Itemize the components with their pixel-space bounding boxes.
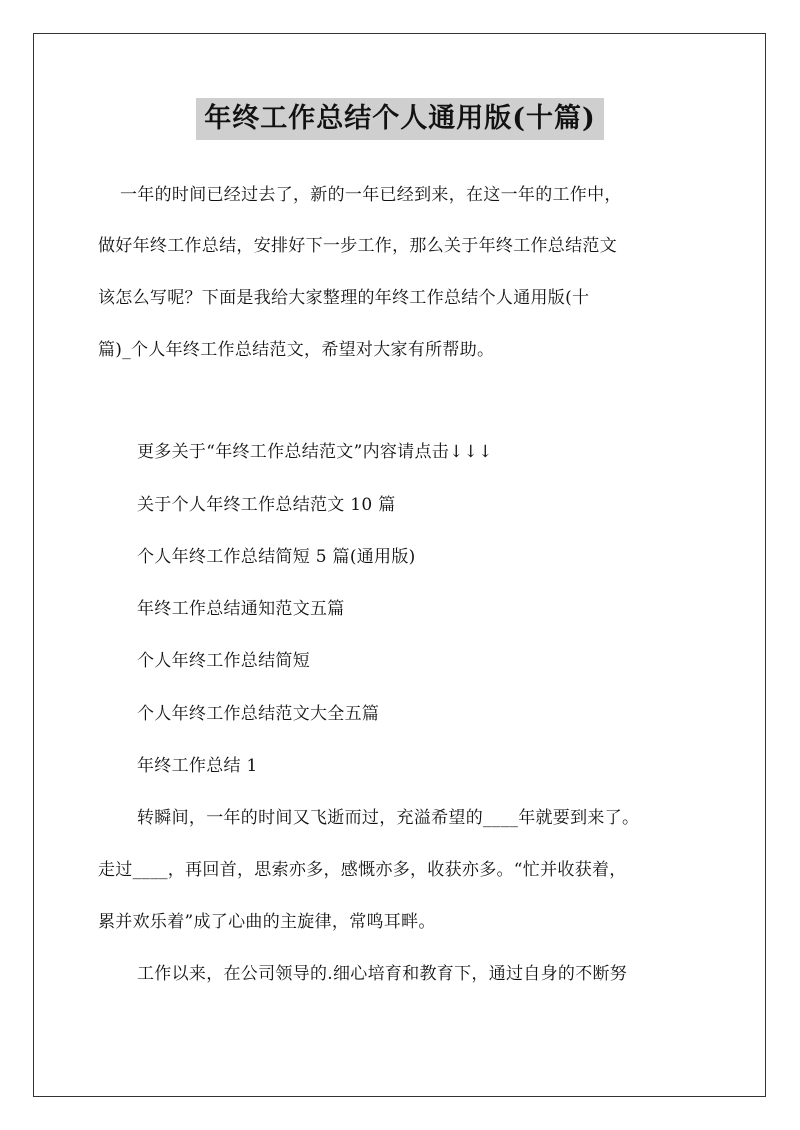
body-line: 工作以来，在公司领导的.细心培育和教育下，通过自身的不断努 (137, 964, 628, 984)
more-content-prompt: 更多关于“年终工作总结范文”内容请点击↓↓↓ (137, 442, 493, 462)
intro-line: 一年的时间已经过去了，新的一年已经到来，在这一年的工作中， (120, 185, 622, 205)
body-line: 转瞬间，一年的时间又飞逝而过，充溢希望的____年就要到来了。 (137, 808, 640, 828)
document-title: 年终工作总结个人通用版(十篇) (196, 98, 604, 140)
intro-line: 做好年终工作总结，安排好下一步工作，那么关于年终工作总结范文 (98, 236, 617, 256)
related-link[interactable]: 个人年终工作总结简短 5 篇(通用版) (137, 547, 416, 567)
related-link[interactable]: 年终工作总结通知范文五篇 (137, 599, 345, 619)
intro-line: 篇)_个人年终工作总结范文，希望对大家有所帮助。 (98, 340, 495, 360)
section-heading: 年终工作总结 1 (137, 756, 258, 776)
related-link[interactable]: 个人年终工作总结范文大全五篇 (137, 704, 380, 724)
intro-line: 该怎么写呢？下面是我给大家整理的年终工作总结个人通用版(十 (98, 288, 590, 308)
related-link[interactable]: 关于个人年终工作总结范文 10 篇 (137, 495, 396, 515)
body-line: 累并欢乐着”成了心曲的主旋律，常鸣耳畔。 (98, 912, 436, 932)
document-title-container (0, 98, 800, 140)
related-link[interactable]: 个人年终工作总结简短 (137, 651, 310, 671)
body-line: 走过____，再回首，思索亦多，感慨亦多，收获亦多。“忙并收获着， (98, 860, 627, 880)
